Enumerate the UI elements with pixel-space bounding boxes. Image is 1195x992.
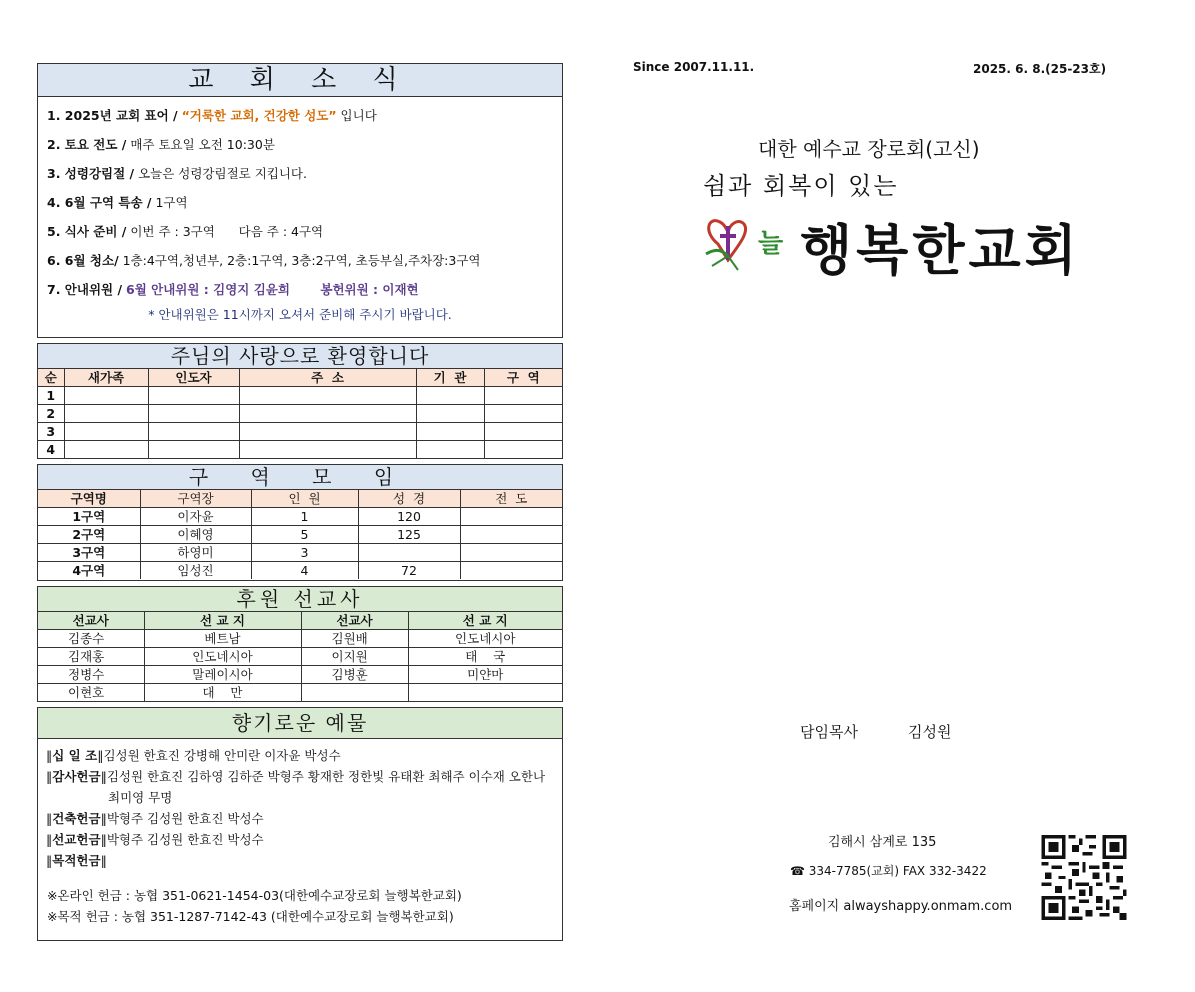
bulletin-date: 2025. 6. 8.(25-23호): [973, 62, 1107, 76]
denomination: 대한 예수교 장로회(고신): [758, 137, 980, 161]
table-row: [38, 544, 562, 562]
table-cell: 말레이시아: [144, 666, 301, 684]
table-row: [38, 666, 562, 684]
offering-row: ‖십 일 조‖김성원 한효진 강병해 안미란 이자윤 박성수: [46, 748, 341, 763]
row-number: 4: [38, 441, 64, 459]
table-header-row: [38, 490, 562, 508]
column-header: 선 교 지: [408, 612, 562, 630]
table-header-row: [38, 612, 562, 630]
usher-note: * 안내위원은 11시까지 오셔서 준비해 주시기 바랍니다.: [148, 307, 452, 322]
table-cell: [64, 441, 148, 459]
offering-names: 박형주 김성원 한효진 박성수: [106, 832, 264, 847]
news-item: [47, 217, 562, 246]
purpose-offering-note: ※목적 헌금 : 농협 351-1287-7142-43 (대한예수교장로회 늘행복한교회): [47, 909, 454, 924]
offering-category: 목적헌금: [52, 853, 101, 868]
qr-code-icon: [1040, 835, 1128, 920]
column-header: 인도자: [148, 369, 239, 387]
column-header: 기 관: [416, 369, 484, 387]
table-cell: 이자윤: [140, 508, 251, 526]
table-cell: 미얀마: [408, 666, 562, 684]
church-slogan: 쉼과 회복이 있는: [703, 172, 899, 200]
table-cell: [239, 405, 416, 423]
table-cell: [416, 387, 484, 405]
offering-names-continued: 최미영 무명: [108, 790, 173, 805]
table-cell: 1: [251, 508, 358, 526]
motto-text: “거룩한 교회, 건강한 성도”: [181, 108, 337, 123]
table-row: [38, 405, 562, 423]
news-text: 매주 토요일 오전 10:30분: [126, 137, 275, 152]
news-text: 이번 주 : 3구역 다음 주 : 4구역: [126, 224, 324, 239]
table-cell: 임성진: [140, 562, 251, 580]
news-label: 6. 6월 청소/: [47, 253, 119, 268]
table-cell: 120: [358, 508, 460, 526]
table-cell: 72: [358, 562, 460, 580]
column-header: 구역장: [140, 490, 251, 508]
church-homepage: 홈페이지 alwayshappy.onmam.com: [789, 899, 1013, 914]
table-cell: 4: [251, 562, 358, 580]
table-row: [38, 562, 562, 580]
column-header: 성 경: [358, 490, 460, 508]
table-cell: 김재홍: [38, 648, 144, 666]
news-item: [47, 275, 562, 304]
column-header: 선교사: [38, 612, 144, 630]
news-item: [47, 159, 562, 188]
online-offering-note: ※온라인 헌금 : 농협 351-0621-1454-03(대한예수교장로회 늘행복한교회): [47, 888, 462, 903]
news-item: [47, 188, 562, 217]
column-header: 새가족: [64, 369, 148, 387]
table-cell: [301, 684, 408, 702]
table-row: [38, 423, 562, 441]
table-cell: [416, 405, 484, 423]
table-cell: [148, 423, 239, 441]
table-cell: [358, 544, 460, 562]
row-number: 1: [38, 387, 64, 405]
welcome-box: [37, 343, 563, 459]
news-item: [47, 246, 562, 275]
newcomer-table: [38, 369, 562, 458]
table-row: [38, 684, 562, 702]
offering-box: [37, 707, 563, 941]
offering-row: ‖감사헌금‖김성원 한효진 김하영 김하준 박형주 황재한 정한빛 유태환 최해주 이수재 오한나: [46, 769, 546, 784]
offering-row: ‖건축헌금‖박형주 김성원 한효진 박성수: [46, 811, 264, 826]
table-cell: [484, 387, 562, 405]
table-cell: 정병수: [38, 666, 144, 684]
news-item: [47, 101, 562, 130]
table-cell: [484, 405, 562, 423]
table-cell: 4구역: [38, 562, 140, 580]
offering-category: 감사헌금: [52, 769, 101, 784]
district-box: [37, 464, 563, 581]
news-label: 2. 토요 전도 /: [47, 137, 127, 152]
church-news-title: 교 회 소 식: [38, 64, 562, 97]
table-cell: 베트남: [144, 630, 301, 648]
table-row: [38, 387, 562, 405]
table-row: [38, 508, 562, 526]
offering-row: ‖선교헌금‖박형주 김성원 한효진 박성수: [46, 832, 264, 847]
news-label: 1. 2025년 교회 표어 /: [47, 108, 178, 123]
table-row: [38, 648, 562, 666]
table-cell: 인도네시아: [144, 648, 301, 666]
column-header: 선교사: [301, 612, 408, 630]
missionary-title: 후원 선교사: [38, 587, 562, 612]
table-cell: 3구역: [38, 544, 140, 562]
offering-category: 건축헌금: [52, 811, 101, 826]
offering-category: 십 일 조: [52, 748, 98, 763]
pastor-name: 김성원: [908, 723, 952, 741]
since-date: Since 2007.11.11.: [633, 60, 755, 74]
news-text: 1구역: [151, 195, 188, 210]
offering-names: 김성원 한효진 강병해 안미란 이자윤 박성수: [103, 748, 341, 763]
church-logo-prefix: 늘: [758, 229, 784, 259]
offering-names: 김성원 한효진 김하영 김하준 박형주 황재한 정한빛 유태환 최해주 이수재 오한나: [106, 769, 546, 784]
table-cell: [460, 526, 562, 544]
church-address: 김해시 삼계로 135: [828, 835, 937, 850]
news-label: 4. 6월 구역 특송 /: [47, 195, 152, 210]
table-cell: [148, 405, 239, 423]
table-cell: [416, 441, 484, 459]
table-cell: [148, 387, 239, 405]
table-cell: [460, 544, 562, 562]
column-header: 주 소: [239, 369, 416, 387]
district-table: [38, 490, 562, 579]
church-news-box: [37, 63, 563, 338]
column-header: 구역명: [38, 490, 140, 508]
pastor-label: 담임목사: [800, 723, 858, 741]
row-number: 2: [38, 405, 64, 423]
offering-list: [38, 739, 562, 871]
table-cell: 김원배: [301, 630, 408, 648]
news-text: 입니다: [336, 108, 377, 123]
table-cell: [408, 684, 562, 702]
table-row: [38, 526, 562, 544]
table-cell: [416, 423, 484, 441]
welcome-title: 주님의 사랑으로 환영합니다: [38, 344, 562, 369]
table-cell: 김종수: [38, 630, 144, 648]
offering-category: 선교헌금: [52, 832, 101, 847]
table-cell: 태 국: [408, 648, 562, 666]
usher-text: 6월 안내위원 : 김영지 김윤희 봉헌위원 : 이재현: [126, 282, 419, 297]
news-text: 1층:4구역,청년부, 2층:1구역, 3층:2구역, 초등부실,주차장:3구역: [118, 253, 481, 268]
church-phone: ☎ 334-7785(교회) FAX 332-3422: [790, 864, 987, 878]
table-cell: [64, 405, 148, 423]
table-cell: 이혜영: [140, 526, 251, 544]
district-title: 구 역 모 임: [38, 465, 562, 490]
table-cell: [148, 441, 239, 459]
table-cell: 2구역: [38, 526, 140, 544]
table-cell: 하영미: [140, 544, 251, 562]
news-list: [38, 97, 562, 304]
table-cell: 이지원: [301, 648, 408, 666]
news-text: 오늘은 성령강림절로 지킵니다.: [134, 166, 307, 181]
column-header: 선 교 지: [144, 612, 301, 630]
church-name: 행복한교회: [800, 219, 1081, 282]
table-cell: [484, 441, 562, 459]
table-cell: 인도네시아: [408, 630, 562, 648]
table-cell: 3: [251, 544, 358, 562]
news-label: 7. 안내위원 /: [47, 282, 123, 297]
row-number: 3: [38, 423, 64, 441]
table-cell: [239, 441, 416, 459]
table-cell: 125: [358, 526, 460, 544]
missionary-box: [37, 586, 563, 702]
offering-names: 박형주 김성원 한효진 박성수: [106, 811, 264, 826]
table-cell: [64, 423, 148, 441]
column-header: 인 원: [251, 490, 358, 508]
table-cell: [64, 387, 148, 405]
table-cell: 5: [251, 526, 358, 544]
news-label: 5. 식사 준비 /: [47, 224, 127, 239]
column-header: 순: [38, 369, 64, 387]
column-header: 전 도: [460, 490, 562, 508]
table-cell: 이현호: [38, 684, 144, 702]
missionary-table: [38, 612, 562, 701]
table-cell: [460, 508, 562, 526]
column-header: 구 역: [484, 369, 562, 387]
table-cell: [484, 423, 562, 441]
table-header-row: [38, 369, 562, 387]
table-row: [38, 441, 562, 459]
table-cell: 대 만: [144, 684, 301, 702]
table-cell: [460, 562, 562, 580]
church-logo-icon: [698, 214, 798, 274]
offering-row: ‖목적헌금‖: [46, 853, 107, 868]
table-cell: [239, 423, 416, 441]
table-row: [38, 630, 562, 648]
table-cell: [239, 387, 416, 405]
news-item: [47, 130, 562, 159]
news-label: 3. 성령강림절 /: [47, 166, 135, 181]
offering-title: 향기로운 예물: [38, 708, 562, 739]
table-cell: 1구역: [38, 508, 140, 526]
table-cell: 김병훈: [301, 666, 408, 684]
